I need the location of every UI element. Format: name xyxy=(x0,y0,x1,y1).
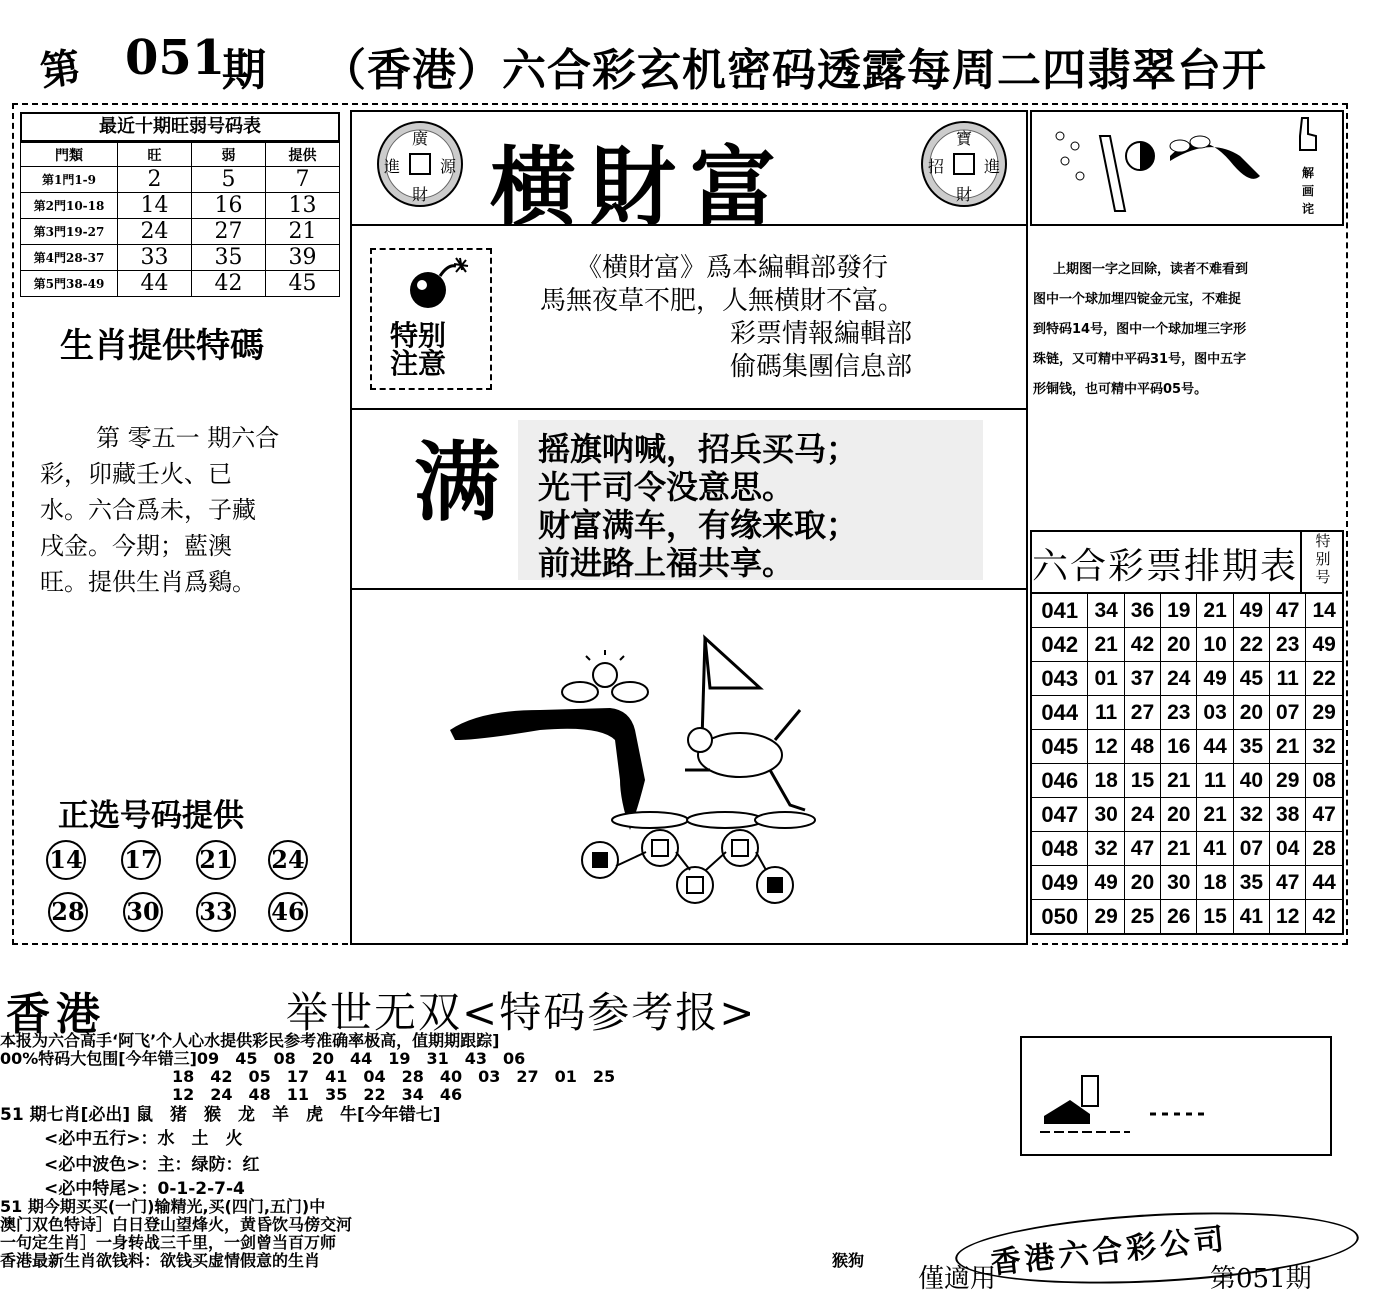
schedule-number: 23 xyxy=(1161,696,1197,730)
table-header: 提供 xyxy=(266,143,340,167)
zodiac-text: 第 零五一 期六合 彩，卯藏壬火、已 水。六合爲未，子藏 戌金。今期；藍澳 旺。提供生肖爲鷄。 xyxy=(40,424,280,596)
schedule-issue: 041 xyxy=(1031,593,1088,628)
bottom-line: 51 期七肖[必出] 鼠 猪 猴 龙 羊 虎 牛[今年错七] xyxy=(0,1105,441,1125)
schedule-number: 12 xyxy=(1088,730,1124,764)
strength-table-title: 最近十期旺弱号码表 xyxy=(20,112,340,142)
schedule-number: 30 xyxy=(1088,798,1124,832)
schedule-special: 08 xyxy=(1306,764,1343,798)
schedule-number: 22 xyxy=(1233,628,1269,662)
schedule-issue: 044 xyxy=(1031,696,1088,730)
schedule-number: 07 xyxy=(1233,832,1269,866)
bottom-line: 00%特码大包围[今年错三]09 45 08 20 44 19 31 43 06 xyxy=(0,1049,526,1068)
masthead-title: 横財富 xyxy=(490,137,790,238)
schedule-row xyxy=(1031,662,1343,696)
pick-number: 14 xyxy=(46,840,86,880)
poem-char: 满 xyxy=(414,433,500,533)
schedule-number: 29 xyxy=(1270,764,1306,798)
strength-table xyxy=(20,142,340,297)
schedule-number: 16 xyxy=(1161,730,1197,764)
poem-text: 摇旗呐喊，招兵买马； 光干司令没意思。 财富满车，有缘来取； 前进路上福共享。 xyxy=(538,430,859,582)
schedule-special: 44 xyxy=(1306,866,1343,900)
pick-number: 24 xyxy=(268,840,308,880)
schedule-number: 42 xyxy=(1124,628,1160,662)
schedule-number: 34 xyxy=(1088,593,1124,628)
schedule-special: 32 xyxy=(1306,730,1343,764)
schedule-number: 04 xyxy=(1270,832,1306,866)
footer-right: 第051期 xyxy=(1210,1264,1312,1294)
schedule-number: 37 xyxy=(1124,662,1160,696)
schedule-number: 35 xyxy=(1233,730,1269,764)
bottom-line: <必中波色>：主：绿防：红 xyxy=(44,1155,260,1175)
schedule-number: 41 xyxy=(1233,900,1269,935)
schedule-row xyxy=(1031,866,1343,900)
schedule-number: 47 xyxy=(1270,866,1306,900)
table-header: 弱 xyxy=(192,143,266,167)
schedule-issue: 046 xyxy=(1031,764,1088,798)
bottom-line: 12 24 48 11 35 22 34 46 xyxy=(172,1085,463,1104)
schedule-number: 49 xyxy=(1233,593,1269,628)
bottom-line: 一句定生肖］一身转战三千里，一剑曾当百万师 xyxy=(0,1233,337,1252)
schedule-number: 35 xyxy=(1233,866,1269,900)
schedule-number: 19 xyxy=(1161,593,1197,628)
schedule-number: 41 xyxy=(1197,832,1233,866)
schedule-special: 22 xyxy=(1306,662,1343,696)
schedule-issue: 042 xyxy=(1031,628,1088,662)
schedule-issue: 047 xyxy=(1031,798,1088,832)
table-row: 第1門1-9 2 5 7 xyxy=(21,167,340,193)
table-row: 第5門38-49 44 42 45 xyxy=(21,271,340,297)
pick-number: 28 xyxy=(48,892,88,932)
pick-number: 17 xyxy=(121,840,161,880)
schedule-number: 20 xyxy=(1124,866,1160,900)
schedule-issue: 048 xyxy=(1031,832,1088,866)
schedule-number: 18 xyxy=(1088,764,1124,798)
bottom-title-right: 举世无双<特码参考报> xyxy=(286,988,757,1037)
table-row: 第2門10-18 14 16 13 xyxy=(21,193,340,219)
schedule-number: 49 xyxy=(1088,866,1124,900)
zodiac-heading: 生肖提供特碼 xyxy=(60,326,264,366)
bottom-illustration xyxy=(1030,1066,1250,1150)
special-number-label: 特 别 号 xyxy=(1300,532,1344,592)
schedule-table xyxy=(1030,592,1344,935)
table-header: 旺 xyxy=(118,143,192,167)
schedule-issue: 049 xyxy=(1031,866,1088,900)
schedule-number: 21 xyxy=(1088,628,1124,662)
schedule-row xyxy=(1031,696,1343,730)
divider xyxy=(350,408,1028,410)
schedule-row xyxy=(1031,730,1343,764)
bottom-line: <必中五行>：水 土 火 xyxy=(44,1129,243,1149)
schedule-number: 26 xyxy=(1161,900,1197,935)
schedule-number: 20 xyxy=(1161,798,1197,832)
schedule-number: 10 xyxy=(1197,628,1233,662)
bottom-line: 51 期今期买买(一门)输精光,买(四门,五门)中 xyxy=(0,1197,326,1216)
pick-number: 30 xyxy=(123,892,163,932)
bottom-line: <必中特尾>：0-1-2-7-4 xyxy=(44,1179,245,1199)
schedule-number: 47 xyxy=(1270,593,1306,628)
table-row: 第4門28-37 33 35 39 xyxy=(21,245,340,271)
pick-number: 21 xyxy=(196,840,236,880)
bottom-line: 澳门双色特诗］白日登山望烽火，黄昏饮马傍交河 xyxy=(0,1215,353,1234)
frog-illustration xyxy=(440,630,820,914)
schedule-number: 38 xyxy=(1270,798,1306,832)
schedule-number: 20 xyxy=(1233,696,1269,730)
schedule-number: 11 xyxy=(1270,662,1306,696)
schedule-number: 01 xyxy=(1088,662,1124,696)
schedule-number: 11 xyxy=(1088,696,1124,730)
schedule-number: 24 xyxy=(1161,662,1197,696)
schedule-number: 36 xyxy=(1124,593,1160,628)
schedule-number: 47 xyxy=(1124,832,1160,866)
schedule-number: 15 xyxy=(1197,900,1233,935)
schedule-number: 29 xyxy=(1088,900,1124,935)
schedule-number: 40 xyxy=(1233,764,1269,798)
notice-badge-label: 特别 注意 xyxy=(390,319,447,380)
picks-heading: 正选号码提供 xyxy=(58,798,244,834)
issue-number: 051 xyxy=(125,30,226,86)
schedule-special: 29 xyxy=(1306,696,1343,730)
schedule-row xyxy=(1031,900,1343,935)
table-row: 第3門19-27 24 27 21 xyxy=(21,219,340,245)
schedule-special: 47 xyxy=(1306,798,1343,832)
schedule-number: 23 xyxy=(1270,628,1306,662)
stamp-text: 香港六合彩公司 xyxy=(989,1221,1230,1282)
schedule-row xyxy=(1031,628,1343,662)
schedule-number: 48 xyxy=(1124,730,1160,764)
schedule-number: 21 xyxy=(1197,798,1233,832)
schedule-number: 15 xyxy=(1124,764,1160,798)
schedule-special: 14 xyxy=(1306,593,1343,628)
issue-prefix: 第 xyxy=(37,43,84,96)
schedule-title: 六合彩票排期表 xyxy=(1032,546,1299,587)
notice-text: 《横財富》爲本編輯部發行 馬無夜草不肥，人無横財不富。 彩票情報編輯部 偷碼集團信息部 xyxy=(540,253,913,382)
schedule-number: 27 xyxy=(1124,696,1160,730)
issue-suffix: 期 xyxy=(222,45,266,96)
schedule-number: 21 xyxy=(1197,593,1233,628)
schedule-number: 24 xyxy=(1124,798,1160,832)
schedule-number: 44 xyxy=(1197,730,1233,764)
bottom-line: 香港最新生肖欲钱料：欲钱买虚情假意的生肖 xyxy=(0,1251,321,1270)
schedule-issue: 043 xyxy=(1031,662,1088,696)
strength-table-panel xyxy=(20,112,340,297)
riddle-text: 上期图一字之回除，读者不难看到 图中一个球加埋四锭金元宝，不难捉 到特码14号，图中一个球加埋三字形 珠链，又可精中平码31号，图中五字 形铜钱，也可精中平码05号。 xyxy=(1033,262,1249,397)
schedule-number: 03 xyxy=(1197,696,1233,730)
bottom-line: 本报为六合高手‘阿飞’个人心水提供彩民参考准确率极高，值期期跟踪] xyxy=(0,1031,500,1050)
schedule-number: 21 xyxy=(1161,764,1197,798)
schedule-number: 45 xyxy=(1233,662,1269,696)
bottom-title-left: 香港 xyxy=(6,989,106,1040)
riddle-illustration xyxy=(1040,116,1290,226)
schedule-row xyxy=(1031,798,1343,832)
riddle-side-label: 解 画 诧 xyxy=(1302,166,1315,216)
bottom-line: 18 42 05 17 41 04 28 40 03 27 01 25 xyxy=(172,1067,616,1086)
footer-left: 僅適用 xyxy=(918,1264,997,1294)
schedule-number: 25 xyxy=(1124,900,1160,935)
schedule-number: 18 xyxy=(1197,866,1233,900)
pick-number: 33 xyxy=(196,892,236,932)
page-title: （香港）六合彩玄机密码透露每周二四翡翠台开 xyxy=(322,45,1267,96)
bomb-icon xyxy=(404,256,480,316)
schedule-number: 49 xyxy=(1197,662,1233,696)
schedule-number: 11 xyxy=(1197,764,1233,798)
coin-left-icon: 廣 進 源 財 xyxy=(376,120,464,208)
pick-number: 46 xyxy=(268,892,308,932)
schedule-issue: 045 xyxy=(1031,730,1088,764)
schedule-number: 32 xyxy=(1233,798,1269,832)
schedule-special: 49 xyxy=(1306,628,1343,662)
bottom-answer: 猴狗 xyxy=(832,1251,865,1270)
schedule-row xyxy=(1031,593,1343,628)
table-header: 門類 xyxy=(21,143,118,167)
schedule-number: 30 xyxy=(1161,866,1197,900)
schedule-number: 21 xyxy=(1270,730,1306,764)
schedule-number: 21 xyxy=(1161,832,1197,866)
divider xyxy=(350,588,1028,590)
coin-right-icon: 寶 招 進 財 xyxy=(920,120,1008,208)
schedule-number: 12 xyxy=(1270,900,1306,935)
schedule-special: 28 xyxy=(1306,832,1343,866)
schedule-issue: 050 xyxy=(1031,900,1088,935)
schedule-row xyxy=(1031,764,1343,798)
schedule-number: 20 xyxy=(1161,628,1197,662)
schedule-row xyxy=(1031,832,1343,866)
schedule-special: 42 xyxy=(1306,900,1343,935)
schedule-number: 32 xyxy=(1088,832,1124,866)
schedule-number: 07 xyxy=(1270,696,1306,730)
hand-icon xyxy=(1294,116,1322,160)
